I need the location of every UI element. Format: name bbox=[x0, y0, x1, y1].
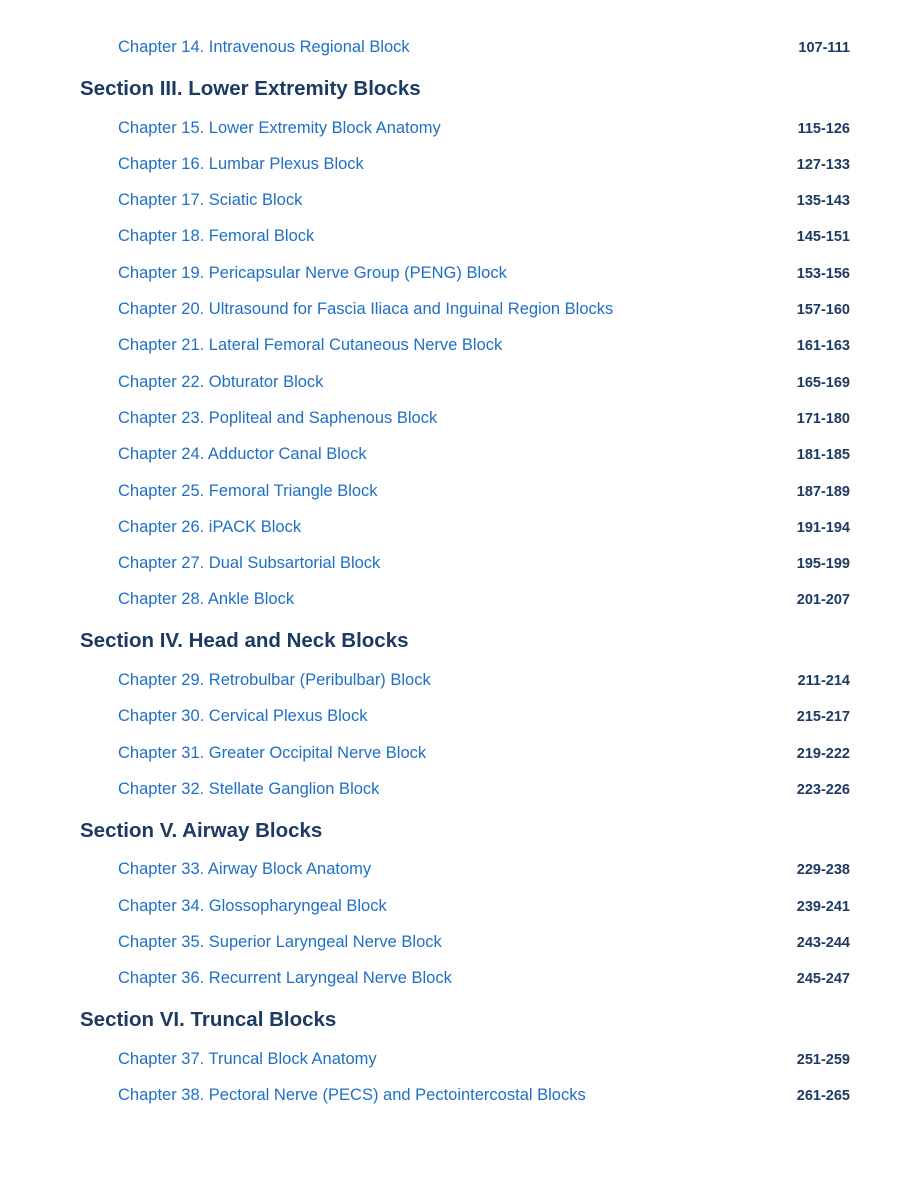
chapter-link[interactable]: Chapter 28. Ankle Block bbox=[118, 590, 295, 609]
page-range: 171-180 bbox=[796, 410, 850, 427]
chapter-link[interactable]: Chapter 31. Greater Occipital Nerve Block bbox=[118, 743, 427, 762]
chapter-link[interactable]: Chapter 33. Airway Block Anatomy bbox=[118, 860, 372, 879]
chapter-link[interactable]: Chapter 36. Recurrent Laryngeal Nerve Block bbox=[118, 969, 452, 988]
chapter-link[interactable]: Chapter 29. Retrobulbar (Peribulbar) Block bbox=[118, 670, 431, 689]
chapter-link[interactable]: Chapter 16. Lumbar Plexus Block bbox=[118, 154, 364, 173]
page-range: 157-160 bbox=[796, 302, 850, 318]
chapter-link[interactable]: Chapter 23. Popliteal and Saphenous Block bbox=[118, 408, 438, 427]
chapter-link[interactable]: Chapter 18. Femoral Block bbox=[118, 227, 315, 246]
chapter-link[interactable]: Chapter 17. Sciatic Block bbox=[118, 191, 303, 210]
chapter-link[interactable]: Chapter 14. Intravenous Regional Block bbox=[118, 38, 410, 56]
page-range: 243-244 bbox=[796, 934, 850, 951]
page-range: 115-126 bbox=[797, 120, 850, 137]
section-heading: Section III. Lower Extremity Blocks bbox=[80, 77, 421, 100]
page-range: 165-169 bbox=[796, 374, 850, 391]
page-range: 127-133 bbox=[796, 156, 850, 173]
chapter-link[interactable]: Chapter 15. Lower Extremity Block Anatomy bbox=[118, 118, 441, 137]
page-range: 219-222 bbox=[796, 745, 850, 762]
chapter-link[interactable]: Chapter 27. Dual Subsartorial Block bbox=[118, 554, 381, 573]
page-range: 145-151 bbox=[796, 229, 850, 246]
page-range: 195-199 bbox=[796, 556, 850, 573]
page-range: 135-143 bbox=[796, 193, 850, 210]
page-range: 191-194 bbox=[796, 519, 850, 536]
page-range: 107-111 bbox=[798, 40, 850, 56]
chapter-link[interactable]: Chapter 21. Lateral Femoral Cutaneous Nerve Block bbox=[118, 336, 503, 355]
section-heading: Section IV. Head and Neck Blocks bbox=[80, 629, 409, 653]
page-range: 223-226 bbox=[796, 781, 850, 798]
chapter-link[interactable]: Chapter 22. Obturator Block bbox=[118, 372, 324, 391]
page-range: 161-163 bbox=[796, 338, 850, 355]
chapter-link[interactable]: Chapter 24. Adductor Canal Block bbox=[118, 445, 367, 464]
chapter-link[interactable]: Chapter 25. Femoral Triangle Block bbox=[118, 481, 378, 500]
chapter-link[interactable]: Chapter 26. iPACK Block bbox=[118, 517, 302, 536]
page-range: 215-217 bbox=[796, 709, 850, 726]
page-range: 181-185 bbox=[796, 447, 850, 464]
page-range: 201-207 bbox=[796, 592, 850, 609]
chapter-link[interactable]: Chapter 32. Stellate Ganglion Block bbox=[118, 779, 380, 798]
chapter-link[interactable]: Chapter 34. Glossopharyngeal Block bbox=[118, 896, 387, 915]
chapter-link[interactable]: Chapter 37. Truncal Block Anatomy bbox=[118, 1049, 377, 1068]
page-range: 153-156 bbox=[796, 265, 850, 282]
page-range: 261-265 bbox=[796, 1088, 850, 1104]
page-range: 245-247 bbox=[796, 971, 850, 988]
section-heading: Section VI. Truncal Blocks bbox=[80, 1008, 337, 1032]
chapter-link[interactable]: Chapter 30. Cervical Plexus Block bbox=[118, 707, 368, 726]
chapter-link[interactable]: Chapter 20. Ultrasound for Fascia Iliaca and Inguinal Region Blocks bbox=[118, 300, 614, 318]
section-heading: Section V. Airway Blocks bbox=[80, 818, 323, 842]
chapter-link[interactable]: Chapter 35. Superior Laryngeal Nerve Block bbox=[118, 932, 442, 951]
page-range: 251-259 bbox=[796, 1051, 850, 1068]
page-range: 239-241 bbox=[796, 898, 850, 915]
page-range: 187-189 bbox=[796, 483, 850, 500]
chapter-link[interactable]: Chapter 19. Pericapsular Nerve Group (PENG) Block bbox=[118, 263, 507, 282]
page-range: 229-238 bbox=[796, 862, 850, 879]
page-range: 211-214 bbox=[797, 672, 850, 689]
chapter-link[interactable]: Chapter 38. Pectoral Nerve (PECS) and Pectointercostal Blocks bbox=[118, 1086, 586, 1104]
